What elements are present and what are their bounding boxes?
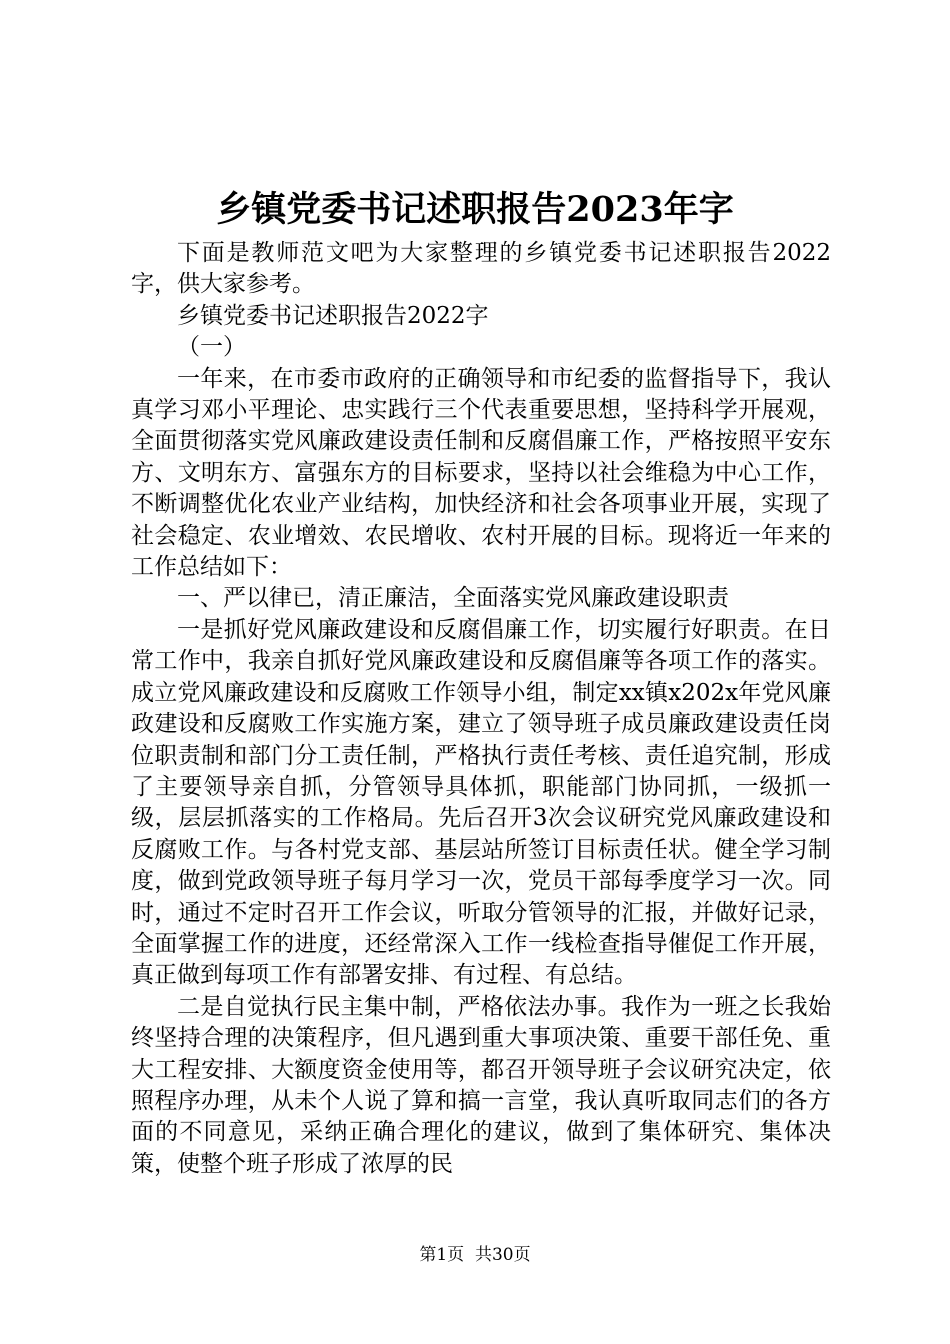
document-title: 乡镇党委书记述职报告2023年字 <box>216 189 734 230</box>
paragraph-overview: 一年来，在市委市政府的正确领导和市纪委的监督指导下，我认真学习邓小平理论、忠实践行三个代表重要思想，坚持科学开展观，全面贯彻落实党风廉政建设责任制和反腐倡廉工作，严格按照平安东方、文明东方、富强东方的目标要求，坚持以社会维稳为中心工作，不断调整优化农业产业结构，加快经济和社会各项事业开展，实现了社会稳定、农业增效、农民增收、农村开展的目标。现将近一年来的工作总结如下： <box>131 365 831 581</box>
page-number: 第1页 共30页 <box>419 1245 531 1265</box>
paragraph-section-marker: （一） <box>177 334 246 361</box>
paragraph-subtitle: 乡镇党委书记述职报告2022字 <box>177 302 489 329</box>
paragraph-point-one: 一是抓好党风廉政建设和反腐倡廉工作，切实履行好职责。在日常工作中，我亲自抓好党风廉政建设和反腐倡廉等各项工作的落实。成立党风廉政建设和反腐败工作领导小组，制定xx镇x202x年党风廉政建设和反腐败工作实施方案，建立了领导班子成员廉政建设责任岗位职责制和部门分工责任制，严格执行责任考核、责任追究制，形成了主要领导亲自抓，分管领导具体抓，职能部门协同抓，一级抓一级，层层抓落实的工作格局。先后召开3次会议研究党风廉政建设和反腐败工作。与各村党支部、基层站所签订目标责任状。健全学习制度，做到党政领导班子每月学习一次，党员干部每季度学习一次。同时，通过不定时召开工作会议，听取分管领导的汇报，并做好记录，全面掌握工作的进度，还经常深入工作一线检查指导催促工作开展，真正做到每项工作有部署安排、有过程、有总结。 <box>131 616 831 989</box>
paragraph-point-two: 二是自觉执行民主集中制，严格依法办事。我作为一班之长我始终坚持合理的决策程序，但凡遇到重大事项决策、重要干部任免、重大工程安排、大额度资金使用等，都召开领导班子会议研究决定，依照程序办理，从未个人说了算和搞一言堂，我认真听取同志们的各方面的不同意见，采纳正确合理化的建议，做到了集体研究、集体决策，使整个班子形成了浓厚的民 <box>131 993 831 1177</box>
paragraph-heading-one: 一、严以律已，清正廉洁，全面落实党风廉政建设职责 <box>177 585 729 612</box>
page-footer <box>0 1243 950 1267</box>
paragraph-intro: 下面是教师范文吧为大家整理的乡镇党委书记述职报告2022字，供大家参考。 <box>131 240 831 298</box>
document-body <box>131 238 831 1180</box>
